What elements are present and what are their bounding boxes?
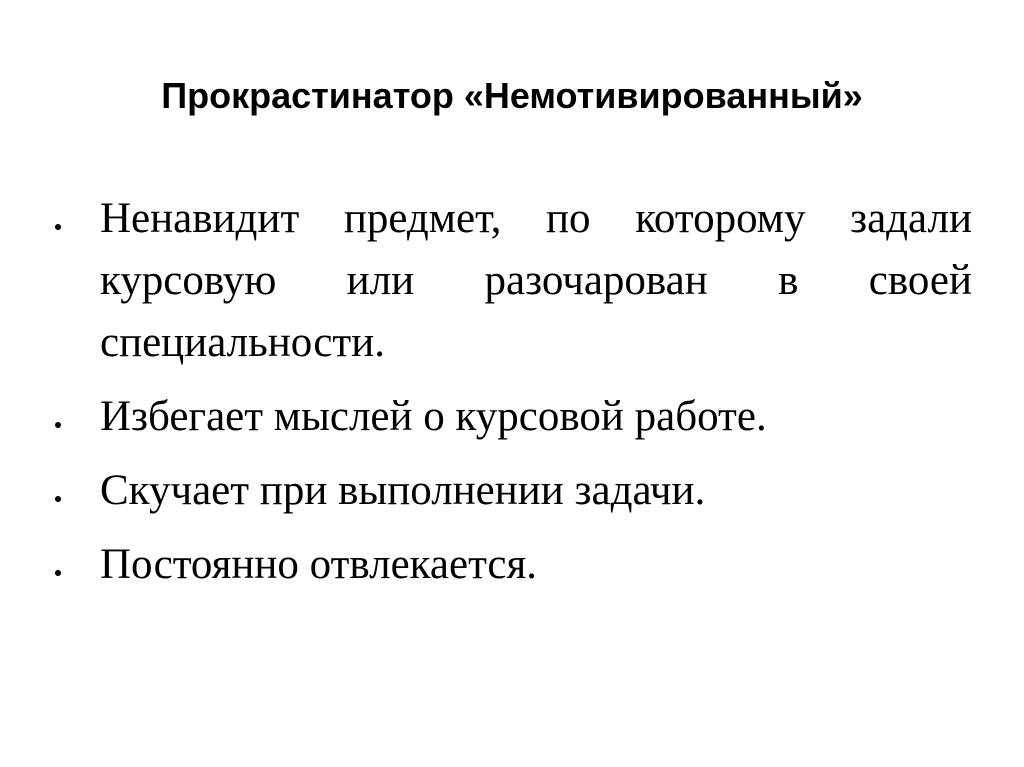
bullet-dot-icon (55, 224, 61, 230)
bullet-dot-icon (55, 570, 61, 576)
bullet-text: Ненавидит предмет, по которому задали курсовую или разочарован в своей специальности. (100, 195, 972, 366)
bullet-item-1 (40, 188, 972, 374)
bullet-text: Избегает мыслей о курсовой работе. (100, 393, 767, 440)
bullet-item-2 (40, 386, 972, 448)
bullet-dot-icon (55, 496, 61, 502)
bullet-list (40, 188, 972, 608)
bullet-text: Скучает при выполнении задачи. (100, 467, 706, 514)
bullet-item-3 (40, 460, 972, 522)
bullet-item-4 (40, 534, 972, 596)
slide-title: Прокрастинатор «Немотивированный» (161, 75, 863, 116)
bullet-dot-icon (55, 422, 61, 428)
bullet-text: Постоянно отвлекается. (100, 541, 538, 588)
